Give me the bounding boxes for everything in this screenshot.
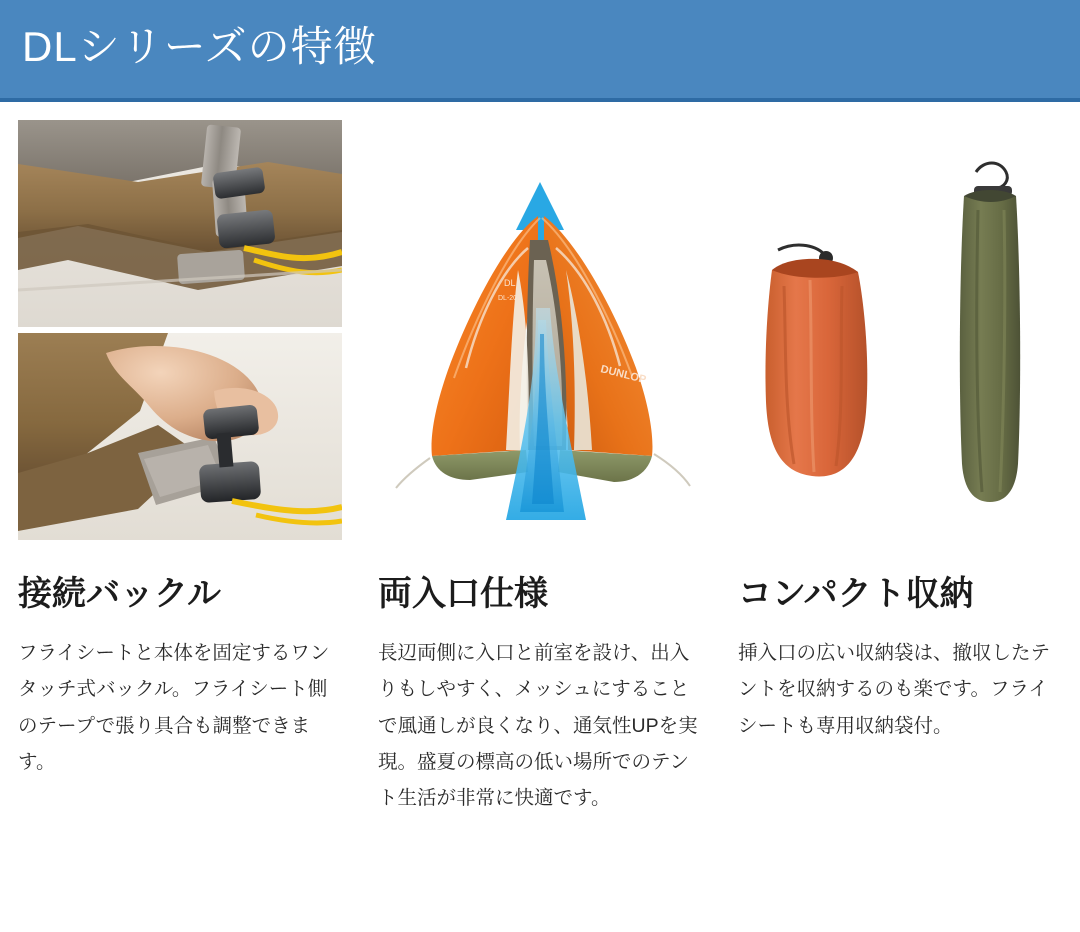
tent-logo-right: DUNLOP	[599, 363, 648, 387]
tent-airflow-illustration	[378, 120, 702, 540]
buckle-attached-illustration	[18, 120, 342, 327]
column-body: 挿入口の広い収納袋は、撤収したテントを収納するのも楽です。フライシートも専用収納袋付。	[738, 642, 1051, 737]
page-header	[0, 0, 1080, 98]
khaki-pole-bag	[960, 163, 1020, 502]
orange-stuff-sack	[765, 245, 867, 476]
column-body: 長辺両側に入口と前室を設け、出入りもしやすく、メッシュにすることで風通しが良くなり、通気性UPを実現。盛夏の標高の低い場所でのテント生活が非常に快適です。	[378, 642, 698, 809]
header-divider	[0, 98, 1080, 102]
feature-column-storage	[720, 120, 1080, 816]
page-title: DLシリーズの特徴	[22, 23, 377, 70]
column-title: コンパクト収納	[738, 575, 974, 613]
tent-logo-left: DL	[504, 278, 516, 288]
buckle-in-hand-illustration	[18, 333, 342, 540]
feature-column-doors	[360, 120, 720, 816]
tent-model-left: DL-201	[498, 295, 521, 302]
photo-buckle-in-hand	[18, 333, 342, 540]
photo-buckle-attached	[18, 120, 342, 327]
column-body: フライシートと本体を固定するワンタッチ式バックル。フライシート側のテープで張り具合も調整できます。	[18, 642, 330, 773]
tent-illustration	[378, 120, 702, 540]
stuff-sack-illustration	[738, 120, 1062, 540]
column-title: 接続バックル	[18, 575, 221, 613]
column-title: 両入口仕様	[378, 575, 548, 613]
buckle-photos	[18, 120, 342, 540]
feature-columns	[0, 120, 1080, 816]
stuff-sack-photo	[738, 120, 1062, 540]
feature-column-buckle	[0, 120, 360, 816]
